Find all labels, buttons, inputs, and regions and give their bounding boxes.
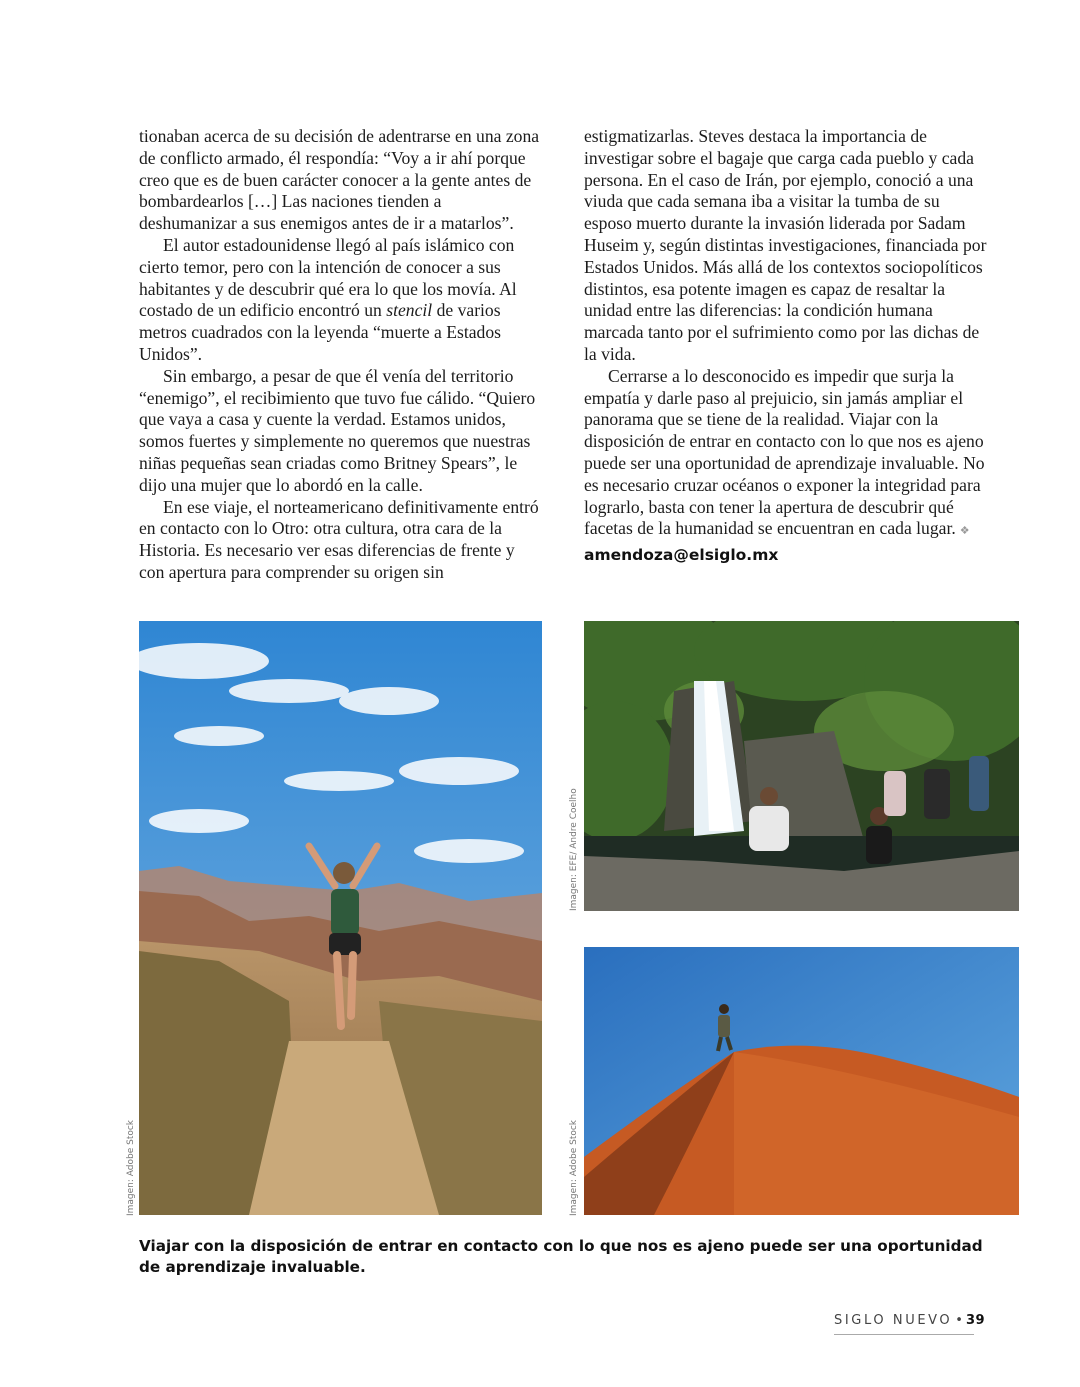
separator-dot-icon: • (955, 1313, 963, 1328)
photo-credit: Imagen: Adobe Stock (126, 1119, 136, 1216)
photo-credit: Imagen: EFE/ Andre Coelho (569, 788, 579, 911)
page-folio (834, 1313, 986, 1335)
paragraph: estigmatizarlas. Steves destaca la importancia de investigar sobre el bagaje que carga cada pueblo y cada persona. En el caso de Irán, por ejemplo, conoció a una viuda que cada semana iba a visitar la tumba de su esposo muerto durante la invasión liderada por Sadam Huseim y, según distintas investigaciones, financiada por Estados Unidos. Más allá de los contextos sociopolíticos distintos, esa potente imagen es capaz de resaltar la unidad entre las diferencias: la condición humana marcada tanto por el sufrimiento como por las dichas de la vida. (584, 126, 987, 364)
hiker-canyon-photo (139, 621, 542, 1215)
article-column-left (139, 126, 543, 584)
paragraph: tionaban acerca de su decisión de adentrarse en una zona de conflicto armado, él respondía: “Voy a ir ahí porque creo que es de buen carácter conocer a la gente antes de bombardearlos […] Las naciones tienden a deshumanizar a sus enemigos antes de ir a matarlos”. (139, 126, 540, 234)
dune-photo (584, 947, 1019, 1215)
page-number: 39 (965, 1313, 986, 1328)
author-email[interactable]: amendoza@elsiglo.mx (584, 546, 779, 565)
paragraph: Sin embargo, a pesar de que él venía del territorio “enemigo”, el recibimiento que tuvo fue cálido. “Quiero que vaya a casa y cuente la verdad. Estamos unidos, somos fuertes y simplemente no queremos que nuestras niñas pequeñas sean criadas como Britney Spears”, le dijo una mujer que lo abordó en la calle. (139, 365, 536, 495)
publication-name: SIGLO NUEVO (834, 1313, 953, 1328)
paragraph: En ese viaje, el norteamericano definitivamente entró en contacto con lo Otro: otra cultura, otra cara de la Historia. Es necesario ver esas diferencias de frente y con apertura para comprender su origen sin (139, 496, 539, 582)
waterfall-photo (584, 621, 1019, 911)
paragraph: Cerrarse a lo desconocido es impedir que surja la empatía y darle paso al prejuicio, sin jamás ampliar el panorama que se tiene de la realidad. Viajar con la disposición de entrar en contacto con lo que nos es ajeno puede ser una oportunidad de aprendizaje invaluable. No es necesario cruzar océanos o exponer la integridad para lograrlo, basta con tener la apertura de descubrir qué facetas de la humanidad se encuentran en cada lugar. ❖ (584, 365, 985, 539)
article-column-right (584, 126, 988, 566)
paragraph: El autor estadounidense llegó al país islámico con cierto temor, pero con la intención de conocer a sus habitantes y de descubrir qué era lo que los movía. Al costado de un edificio encontró un stencil de varios metros cuadrados con la leyenda “muerte a Estados Unidos”. (139, 234, 517, 364)
photo-caption: Viajar con la disposición de entrar en contacto con lo que nos es ajeno puede ser una oportunidad de aprendizaje invaluable. (139, 1237, 983, 1276)
italic-term: stencil (386, 300, 433, 321)
end-mark-icon: ❖ (959, 525, 970, 538)
photo-credit: Imagen: Adobe Stock (569, 1119, 579, 1216)
